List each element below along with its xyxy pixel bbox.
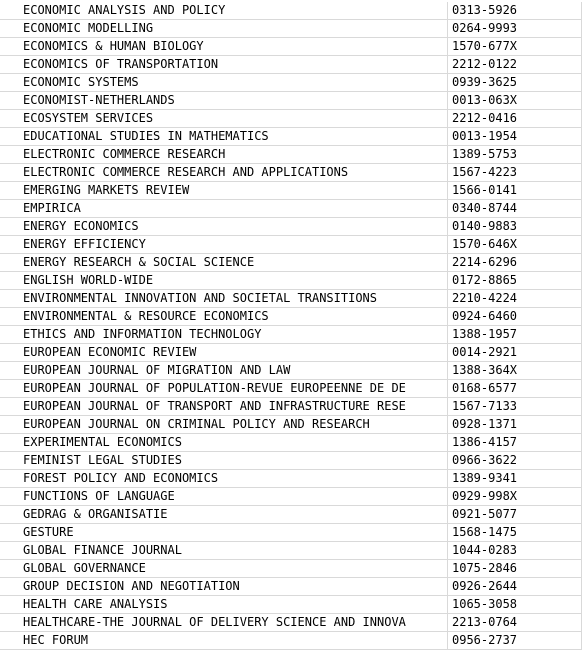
table-row [0, 578, 582, 596]
journal-title-cell[interactable]: EUROPEAN JOURNAL OF POPULATION-REVUE EUROPEENNE DE DE [23, 381, 406, 395]
journal-title-cell[interactable]: EMERGING MARKETS REVIEW [23, 183, 190, 197]
issn-cell[interactable]: 1388-364X [447, 362, 582, 379]
table-row [0, 308, 582, 326]
table-row [0, 470, 582, 488]
journal-title-cell[interactable]: ECONOMIST-NETHERLANDS [23, 93, 175, 107]
journal-title-cell[interactable]: HEALTHCARE-THE JOURNAL OF DELIVERY SCIENCE AND INNOVA [23, 615, 406, 629]
issn-cell[interactable]: 1044-0283 [447, 542, 582, 559]
issn-cell[interactable]: 2212-0416 [447, 110, 582, 127]
issn-cell[interactable]: 2214-6296 [447, 254, 582, 271]
issn-cell[interactable]: 1568-1475 [447, 524, 582, 541]
issn-cell[interactable]: 1386-4157 [447, 434, 582, 451]
table-row [0, 74, 582, 92]
table-row [0, 362, 582, 380]
journal-title-cell[interactable]: EUROPEAN JOURNAL OF TRANSPORT AND INFRASTRUCTURE RESE [23, 399, 406, 413]
journal-title-cell[interactable]: EUROPEAN JOURNAL ON CRIMINAL POLICY AND RESEARCH [23, 417, 370, 431]
table-row [0, 218, 582, 236]
table-row [0, 560, 582, 578]
issn-cell[interactable]: 2212-0122 [447, 56, 582, 73]
issn-cell[interactable]: 0926-2644 [447, 578, 582, 595]
table-row [0, 56, 582, 74]
journal-title-cell[interactable]: ENERGY RESEARCH & SOCIAL SCIENCE [23, 255, 255, 269]
table-row [0, 632, 582, 650]
journal-title-cell[interactable]: ENVIRONMENTAL INNOVATION AND SOCIETAL TRANSITIONS [23, 291, 378, 305]
journal-title-cell[interactable]: GLOBAL GOVERNANCE [23, 561, 146, 575]
table-row [0, 254, 582, 272]
journal-title-cell[interactable]: FUNCTIONS OF LANGUAGE [23, 489, 175, 503]
journal-title-cell[interactable]: GLOBAL FINANCE JOURNAL [23, 543, 182, 557]
issn-cell[interactable]: 1389-5753 [447, 146, 582, 163]
journal-title-cell[interactable]: FOREST POLICY AND ECONOMICS [23, 471, 219, 485]
table-row [0, 614, 582, 632]
issn-cell[interactable]: 0168-6577 [447, 380, 582, 397]
issn-cell[interactable]: 0928-1371 [447, 416, 582, 433]
issn-cell[interactable]: 0340-8744 [447, 200, 582, 217]
table-row [0, 110, 582, 128]
journal-title-cell[interactable]: GEDRAG & ORGANISATIE [23, 507, 168, 521]
issn-cell[interactable]: 0956-2737 [447, 632, 582, 649]
journal-title-cell[interactable]: ELECTRONIC COMMERCE RESEARCH [23, 147, 226, 161]
issn-cell[interactable]: 1567-4223 [447, 164, 582, 181]
issn-cell[interactable]: 1065-3058 [447, 596, 582, 613]
table-row [0, 146, 582, 164]
table-row [0, 488, 582, 506]
issn-cell[interactable]: 0921-5077 [447, 506, 582, 523]
journal-title-cell[interactable]: ETHICS AND INFORMATION TECHNOLOGY [23, 327, 262, 341]
journal-title-cell[interactable]: GESTURE [23, 525, 74, 539]
journal-title-cell[interactable]: ENVIRONMENTAL & RESOURCE ECONOMICS [23, 309, 269, 323]
issn-cell[interactable]: 0939-3625 [447, 74, 582, 91]
table-row [0, 272, 582, 290]
table-row [0, 2, 582, 20]
issn-cell[interactable]: 0966-3622 [447, 452, 582, 469]
issn-cell[interactable]: 2210-4224 [447, 290, 582, 307]
table-row [0, 38, 582, 56]
table-row [0, 380, 582, 398]
journal-title-cell[interactable]: EUROPEAN JOURNAL OF MIGRATION AND LAW [23, 363, 291, 377]
journal-title-cell[interactable]: GROUP DECISION AND NEGOTIATION [23, 579, 240, 593]
issn-cell[interactable]: 1566-0141 [447, 182, 582, 199]
issn-cell[interactable]: 1567-7133 [447, 398, 582, 415]
journal-title-cell[interactable]: ECONOMIC MODELLING [23, 21, 154, 35]
table-row [0, 452, 582, 470]
issn-cell[interactable]: 0264-9993 [447, 20, 582, 37]
table-row [0, 236, 582, 254]
table-row [0, 326, 582, 344]
table-row [0, 524, 582, 542]
issn-cell[interactable]: 0014-2921 [447, 344, 582, 361]
issn-cell[interactable]: 0924-6460 [447, 308, 582, 325]
table-row [0, 200, 582, 218]
table-row [0, 506, 582, 524]
table-row [0, 416, 582, 434]
issn-cell[interactable]: 0929-998X [447, 488, 582, 505]
issn-cell[interactable]: 0013-1954 [447, 128, 582, 145]
issn-cell[interactable]: 1388-1957 [447, 326, 582, 343]
table-row [0, 596, 582, 614]
table-row [0, 20, 582, 38]
journal-title-cell[interactable]: ECONOMIC SYSTEMS [23, 75, 139, 89]
issn-cell[interactable]: 1389-9341 [447, 470, 582, 487]
journal-title-cell[interactable]: ECOSYSTEM SERVICES [23, 111, 154, 125]
table-row [0, 398, 582, 416]
journal-title-cell[interactable]: EMPIRICA [23, 201, 81, 215]
journal-title-cell[interactable]: ECONOMICS & HUMAN BIOLOGY [23, 39, 204, 53]
table-row [0, 92, 582, 110]
issn-cell[interactable]: 1075-2846 [447, 560, 582, 577]
issn-cell[interactable]: 0313-5926 [447, 2, 582, 19]
table-row [0, 344, 582, 362]
issn-cell[interactable]: 1570-677X [447, 38, 582, 55]
table-row [0, 434, 582, 452]
issn-cell[interactable]: 0172-8865 [447, 272, 582, 289]
journal-title-cell[interactable]: ECONOMICS OF TRANSPORTATION [23, 57, 219, 71]
table-row [0, 164, 582, 182]
issn-cell[interactable]: 0013-063X [447, 92, 582, 109]
table-row [0, 542, 582, 560]
journal-title-cell[interactable]: EDUCATIONAL STUDIES IN MATHEMATICS [23, 129, 269, 143]
journal-title-cell[interactable]: EUROPEAN ECONOMIC REVIEW [23, 345, 197, 359]
journal-title-cell[interactable]: HEALTH CARE ANALYSIS [23, 597, 168, 611]
journal-title-cell[interactable]: ELECTRONIC COMMERCE RESEARCH AND APPLICATIONS [23, 165, 349, 179]
journal-title-cell[interactable]: ENERGY ECONOMICS [23, 219, 139, 233]
journal-title-cell[interactable]: HEC FORUM [23, 633, 89, 647]
table-row [0, 182, 582, 200]
issn-cell[interactable]: 1570-646X [447, 236, 582, 253]
table-row [0, 290, 582, 308]
journal-title-cell[interactable]: ENERGY EFFICIENCY [23, 237, 146, 251]
journal-title-cell[interactable]: EXPERIMENTAL ECONOMICS [23, 435, 182, 449]
journal-title-cell[interactable]: FEMINIST LEGAL STUDIES [23, 453, 182, 467]
issn-cell[interactable]: 2213-0764 [447, 614, 582, 631]
table-row [0, 128, 582, 146]
issn-cell[interactable]: 0140-9883 [447, 218, 582, 235]
journal-title-cell[interactable]: ECONOMIC ANALYSIS AND POLICY [23, 3, 226, 17]
journal-title-cell[interactable]: ENGLISH WORLD-WIDE [23, 273, 154, 287]
